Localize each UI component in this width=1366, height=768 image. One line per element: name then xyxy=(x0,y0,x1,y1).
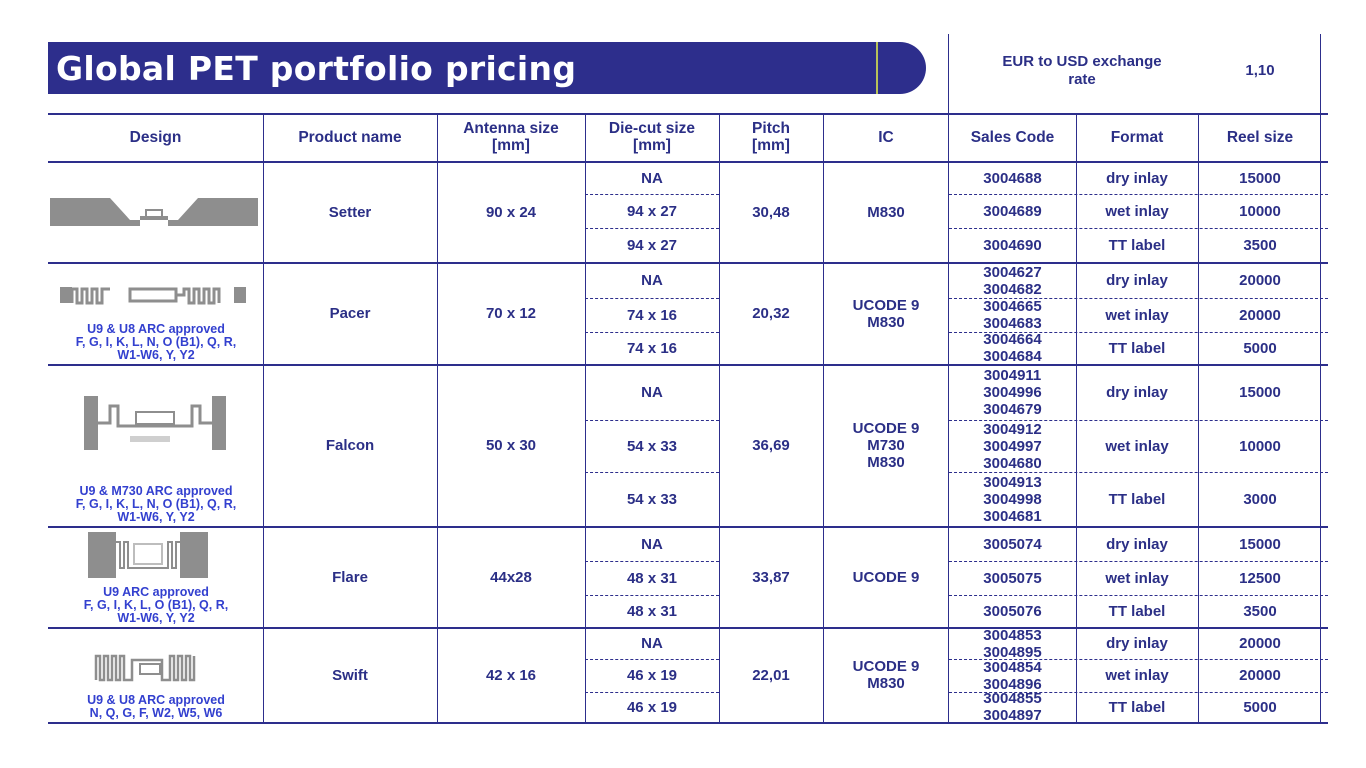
approval-note: U9 & U8 ARC approved N, Q, G, F, W2, W5, W6 xyxy=(87,693,225,720)
approval-note: U9 & U8 ARC approved F, G, I, K, L, N, O (B1), Q, R, W1-W6, Y, Y2 xyxy=(75,322,237,362)
format-value: TT label xyxy=(1108,236,1166,254)
format-value: wet inlay xyxy=(1105,667,1169,684)
format-value: TT label xyxy=(1108,490,1166,508)
ic-value: UCODE 9 M730 M830 xyxy=(852,420,920,471)
row-divider xyxy=(585,332,719,333)
pitch-value: 20,32 xyxy=(752,305,790,322)
format-value: dry inlay xyxy=(1106,169,1168,187)
diecut-size: NA xyxy=(641,384,663,401)
reel-size: 15000 xyxy=(1239,384,1281,401)
approval-note: U9 ARC approved F, G, I, K, L, O (B1), Q, R, W1-W6, Y, Y2 xyxy=(83,585,229,625)
sales-code: 3004853 3004895 xyxy=(983,626,1042,661)
row-divider xyxy=(949,420,1328,421)
format-value: dry inlay xyxy=(1106,535,1168,553)
diecut-size: 94 x 27 xyxy=(626,236,678,254)
antenna-size: 42 x 16 xyxy=(485,666,537,684)
antenna-size: 50 x 30 xyxy=(485,437,537,454)
header-cell: Pitch [mm] xyxy=(752,120,790,154)
flare-antenna-image xyxy=(88,532,208,578)
reel-size: 15000 xyxy=(1239,169,1281,187)
format-value: dry inlay xyxy=(1106,635,1168,652)
ic-value: M830 xyxy=(867,203,905,221)
ic-value: UCODE 9 M830 xyxy=(852,296,920,331)
reel-size: 3500 xyxy=(1243,236,1277,254)
format-value: TT label xyxy=(1108,339,1166,357)
reel-size: 20000 xyxy=(1239,272,1281,289)
row-divider xyxy=(585,692,719,693)
row-divider xyxy=(949,298,1328,299)
diecut-size: 74 x 16 xyxy=(626,306,678,324)
pitch-value: 36,69 xyxy=(752,437,790,454)
row-divider xyxy=(949,228,1328,229)
sales-code: 3004664 3004684 xyxy=(983,331,1042,365)
diecut-size: NA xyxy=(641,169,663,187)
diecut-size: 48 x 31 xyxy=(626,602,678,620)
sales-code: 3005076 xyxy=(983,602,1042,620)
pitch-value: 33,87 xyxy=(752,568,790,586)
format-value: TT label xyxy=(1108,698,1166,716)
row-divider xyxy=(949,595,1328,596)
diecut-size: NA xyxy=(641,272,663,289)
format-value: dry inlay xyxy=(1106,384,1168,401)
pitch-value: 22,01 xyxy=(752,666,790,684)
product-name: Setter xyxy=(328,203,372,221)
diecut-size: 46 x 19 xyxy=(626,698,678,716)
setter-antenna-image xyxy=(50,192,258,232)
reel-size: 12500 xyxy=(1239,569,1281,587)
product-name: Pacer xyxy=(329,305,371,322)
header-cell: Sales Code xyxy=(970,128,1055,146)
diecut-size: 94 x 27 xyxy=(626,202,678,220)
table-rule xyxy=(48,722,1328,724)
row-divider xyxy=(585,659,719,660)
reel-size: 5000 xyxy=(1243,698,1277,716)
approval-note: U9 & M730 ARC approved F, G, I, K, L, N, O (B1), Q, R, W1-W6, Y, Y2 xyxy=(75,484,237,524)
sales-code: 3005074 xyxy=(983,535,1042,553)
reel-size: 15000 xyxy=(1239,535,1281,553)
product-name: Swift xyxy=(332,666,368,684)
diecut-size: 54 x 33 xyxy=(626,437,678,455)
header-cell: Format xyxy=(1110,128,1164,146)
header-cell: Die-cut size [mm] xyxy=(608,120,696,154)
diecut-size: NA xyxy=(641,635,663,652)
pacer-antenna-image xyxy=(60,283,246,307)
sales-code: 3004690 xyxy=(983,236,1042,254)
reel-size: 3000 xyxy=(1243,490,1277,508)
header-cell: Design xyxy=(129,128,182,146)
row-divider xyxy=(585,298,719,299)
row-divider xyxy=(585,561,719,562)
sales-code: 3004688 xyxy=(983,169,1042,187)
header-cell: Reel size xyxy=(1226,128,1294,146)
ic-value: UCODE 9 M830 xyxy=(852,658,920,692)
product-name: Flare xyxy=(332,568,368,586)
exchange-rate-label: EUR to USD exchange rate xyxy=(1002,53,1162,88)
diecut-size: 54 x 33 xyxy=(626,490,678,508)
row-divider xyxy=(585,228,719,229)
reel-size: 5000 xyxy=(1243,339,1277,357)
sales-code: 3004627 3004682 xyxy=(983,263,1042,298)
sales-code: 3004854 3004896 xyxy=(983,658,1042,693)
reel-size: 3500 xyxy=(1243,602,1277,620)
row-divider xyxy=(585,194,719,195)
sales-code: 3004912 3004997 3004680 xyxy=(983,420,1042,472)
falcon-antenna-image xyxy=(84,396,226,450)
sales-code: 3004911 3004996 3004679 xyxy=(983,367,1042,418)
row-divider xyxy=(949,194,1328,195)
title-banner xyxy=(48,42,926,94)
ic-value: UCODE 9 xyxy=(852,568,920,586)
format-value: TT label xyxy=(1108,602,1166,620)
row-divider xyxy=(949,472,1328,473)
reel-size: 20000 xyxy=(1239,306,1281,324)
exchange-rate-value: 1,10 xyxy=(1245,62,1275,79)
row-divider xyxy=(949,332,1328,333)
row-divider xyxy=(949,692,1328,693)
row-divider xyxy=(585,472,719,473)
header-cell: Product name xyxy=(298,128,402,146)
diecut-size: 74 x 16 xyxy=(626,339,678,357)
sales-code: 3004855 3004897 xyxy=(983,690,1042,724)
diecut-size: 48 x 31 xyxy=(626,569,678,587)
format-value: wet inlay xyxy=(1105,306,1169,324)
format-value: wet inlay xyxy=(1105,437,1169,455)
row-divider xyxy=(949,659,1328,660)
banner-accent-line xyxy=(876,42,878,94)
reel-size: 20000 xyxy=(1239,635,1281,652)
reel-size: 10000 xyxy=(1239,202,1281,220)
format-value: wet inlay xyxy=(1105,202,1169,220)
format-value: dry inlay xyxy=(1106,272,1168,289)
format-value: wet inlay xyxy=(1105,569,1169,587)
diecut-size: NA xyxy=(641,535,663,553)
header-cell: Antenna size [mm] xyxy=(463,120,559,154)
header-cell: IC xyxy=(878,128,894,146)
swift-antenna-image xyxy=(94,654,208,682)
page-title: Global PET portfolio pricing xyxy=(56,49,577,88)
product-name: Falcon xyxy=(325,437,375,454)
row-divider xyxy=(949,561,1328,562)
diecut-size: 46 x 19 xyxy=(626,667,678,684)
antenna-size: 70 x 12 xyxy=(485,305,537,322)
sales-code: 3004689 xyxy=(983,202,1042,220)
reel-size: 20000 xyxy=(1239,667,1281,684)
reel-size: 10000 xyxy=(1239,437,1281,455)
row-divider xyxy=(585,595,719,596)
sales-code: 3005075 xyxy=(983,569,1042,587)
antenna-size: 90 x 24 xyxy=(485,203,537,221)
pitch-value: 30,48 xyxy=(752,203,790,221)
row-divider xyxy=(585,420,719,421)
sales-code: 3004913 3004998 3004681 xyxy=(983,473,1042,525)
antenna-size: 44x28 xyxy=(490,568,532,586)
sales-code: 3004665 3004683 xyxy=(983,298,1042,332)
